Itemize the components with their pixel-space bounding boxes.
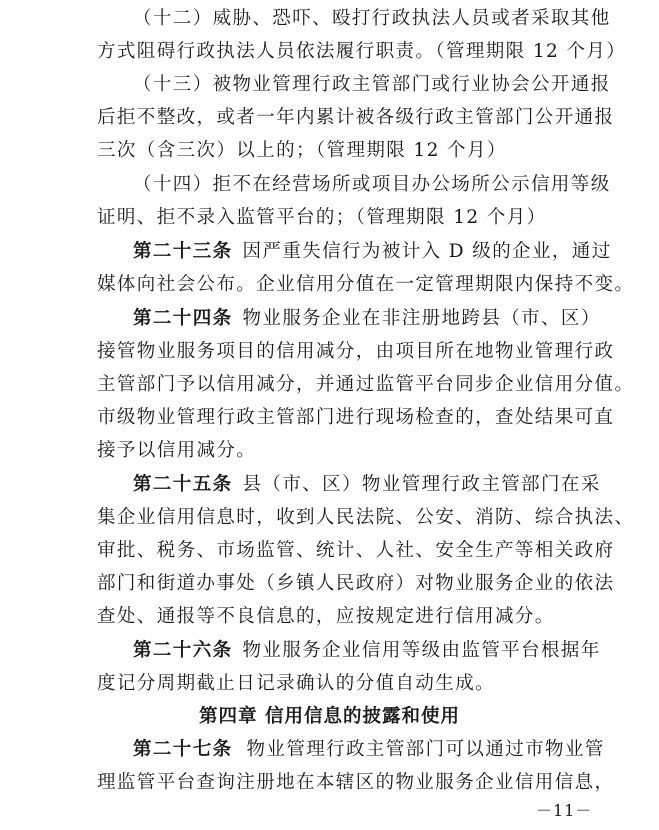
article-25 bbox=[133, 472, 601, 498]
article-text: 物业服务企业信用等级由监管平台根据年 bbox=[242, 640, 601, 661]
article-text: 因严重失信行为被计入 D 级的企业，通过 bbox=[242, 241, 612, 262]
article-23 bbox=[133, 239, 612, 265]
text-line: 主管部门予以信用减分，并通过监管平台同步企业信用分值。 bbox=[97, 374, 635, 395]
article-26 bbox=[133, 638, 601, 664]
article-number: 第二十三条 bbox=[133, 241, 233, 262]
text-line: （十三）被物业管理行政主管部门或行业协会公开通报 bbox=[133, 74, 611, 95]
text-line: 接管物业服务项目的信用减分，由项目所在地物业管理行政 bbox=[97, 341, 615, 362]
article-text: 物业管理行政主管部门可以通过市物业管 bbox=[246, 739, 605, 760]
text-line: 三次（含三次）以上的；（管理期限 12 个月） bbox=[97, 140, 507, 161]
article-text: 县（市、区）物业管理行政主管部门在采 bbox=[242, 474, 601, 495]
text-line: 市级物业管理行政主管部门进行现场检查的，查处结果可直 bbox=[97, 407, 615, 428]
article-24 bbox=[133, 306, 601, 332]
text-line: 后拒不整改，或者一年内累计被各级行政主管部门公开通报 bbox=[97, 107, 615, 128]
page-number: －11－ bbox=[536, 801, 593, 820]
article-number: 第二十四条 bbox=[133, 308, 233, 329]
text-line: 接予以信用减分。 bbox=[97, 440, 257, 461]
text-line: 方式阻碍行政执法人员依法履行职责。（管理期限 12 个月） bbox=[97, 41, 627, 62]
article-27 bbox=[133, 737, 605, 763]
article-number: 第二十五条 bbox=[133, 474, 233, 495]
text-line: 部门和街道办事处（乡镇人民政府）对物业服务企业的依法 bbox=[97, 573, 615, 594]
chapter-heading: 第四章 信用信息的披露和使用 bbox=[199, 706, 460, 727]
text-line: 媒体向社会公布。企业信用分值在一定管理期限内保持不变。 bbox=[97, 274, 635, 295]
text-line: 度记分周期截止日记录确认的分值自动生成。 bbox=[97, 673, 496, 694]
text-line: 集企业信用信息时，收到人民法院、公安、消防、综合执法、 bbox=[97, 507, 635, 528]
text-line: 理监管平台查询注册地在本辖区的物业服务企业信用信息， bbox=[97, 772, 615, 793]
text-line: （十四）拒不在经营场所或项目办公场所公示信用等级 bbox=[133, 174, 611, 195]
text-line: 证明、拒不录入监管平台的；（管理期限 12 个月） bbox=[97, 207, 547, 228]
article-number: 第二十七条 bbox=[133, 739, 233, 760]
text-line: （十二）威胁、恐吓、殴打行政执法人员或者采取其他 bbox=[133, 8, 611, 29]
article-text: 物业服务企业在非注册地跨县（市、区） bbox=[242, 308, 601, 329]
article-number: 第二十六条 bbox=[133, 640, 233, 661]
text-line: 审批、税务、市场监管、统计、人社、安全生产等相关政府 bbox=[97, 540, 615, 561]
text-line: 查处、通报等不良信息的，应按规定进行信用减分。 bbox=[97, 606, 555, 627]
